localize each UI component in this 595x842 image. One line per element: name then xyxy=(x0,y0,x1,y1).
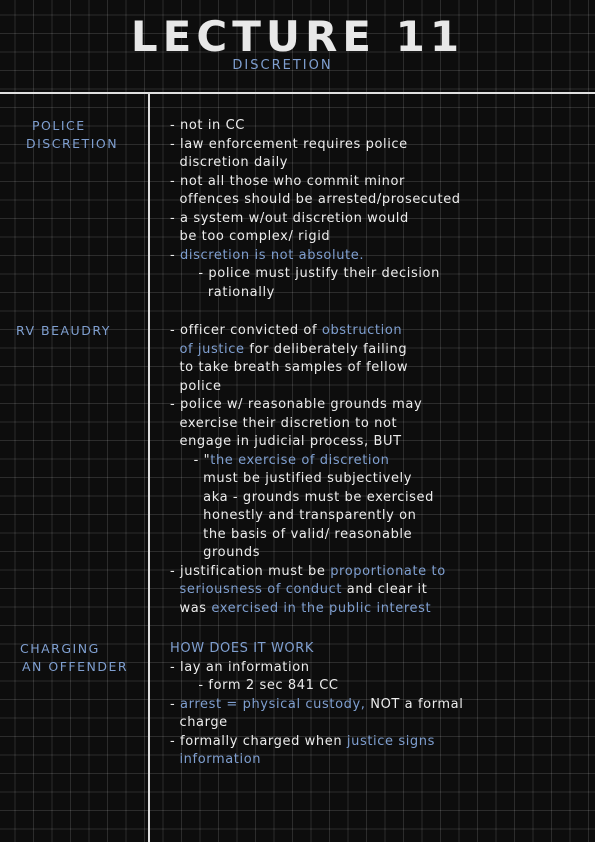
note-line xyxy=(170,154,595,173)
note-text: - xyxy=(170,247,181,263)
note-line xyxy=(170,341,595,360)
note-text: must be justified subjectively xyxy=(170,471,413,486)
notes-police-discretion xyxy=(170,117,595,302)
note-line xyxy=(170,751,595,770)
note-line xyxy=(170,284,595,303)
note-text: rationally xyxy=(170,284,275,300)
note-line xyxy=(170,563,595,582)
margin-divider xyxy=(148,92,150,842)
note-line xyxy=(170,544,595,563)
page-title: LECTURE 11 xyxy=(130,12,465,61)
note-line xyxy=(170,247,595,266)
section-heading-police-discretion xyxy=(26,117,118,153)
note-line xyxy=(170,696,595,715)
note-line xyxy=(170,378,595,397)
note-line xyxy=(170,640,595,659)
note-text: - police must justify their decision xyxy=(170,266,440,281)
note-text: to take breath samples of fellow xyxy=(170,360,409,375)
note-line xyxy=(170,733,595,752)
note-line xyxy=(170,173,595,192)
highlighted-text: the exercise of discretion xyxy=(210,452,390,468)
highlighted-text: obstruction xyxy=(321,323,403,338)
note-line xyxy=(170,677,595,696)
note-line xyxy=(170,322,595,341)
note-text: police xyxy=(170,378,222,394)
highlighted-text: justice signs xyxy=(346,733,435,749)
highlighted-text: seriousness of conduct xyxy=(179,582,343,597)
note-line xyxy=(170,581,595,600)
note-text: - not all those who commit minor xyxy=(170,173,406,189)
notes-rv-beaudry xyxy=(170,322,595,618)
page-subtitle: DISCRETION xyxy=(232,58,333,73)
highlighted-text: exercised in the public interest xyxy=(211,600,432,616)
header-divider xyxy=(0,92,595,94)
note-text: - xyxy=(170,696,181,712)
note-line xyxy=(170,714,595,733)
note-text: and clear it xyxy=(342,582,428,597)
note-text: engage in judicial process, BUT xyxy=(170,434,402,449)
section-heading-charging-an-offender xyxy=(20,640,128,676)
note-text: - not in CC xyxy=(170,118,245,133)
note-text: was xyxy=(170,600,212,616)
highlighted-text: of justice xyxy=(179,341,245,357)
note-line xyxy=(170,228,595,247)
note-text: the basis of valid/ reasonable xyxy=(170,526,413,542)
note-line xyxy=(170,526,595,545)
highlighted-text: HOW DOES IT WORK xyxy=(170,641,314,656)
note-line xyxy=(170,117,595,136)
note-line xyxy=(170,210,595,229)
note-line xyxy=(170,452,595,471)
note-line xyxy=(170,359,595,378)
heading-line: RV BEAUDRY xyxy=(16,323,111,338)
highlighted-text: information xyxy=(179,752,262,767)
note-line xyxy=(170,265,595,284)
note-text: - a system w/out discretion would xyxy=(170,210,409,226)
note-text: - formally charged when xyxy=(170,733,347,749)
notes-charging-an-offender xyxy=(170,640,595,770)
note-text: - lay an information xyxy=(170,659,310,675)
note-text: discretion daily xyxy=(170,155,289,170)
note-text: grounds xyxy=(170,545,261,560)
note-text: NOT a formal xyxy=(365,696,464,712)
note-text: charge xyxy=(170,715,228,730)
note-line xyxy=(170,433,595,452)
heading-line: POLICE xyxy=(32,118,86,133)
note-line xyxy=(170,470,595,489)
note-line xyxy=(170,415,595,434)
note-text: be too complex/ rigid xyxy=(170,229,331,244)
note-text: aka - grounds must be exercised xyxy=(170,489,435,505)
heading-line: DISCRETION xyxy=(26,136,119,151)
note-text: honestly and transparently on xyxy=(170,508,417,523)
note-line xyxy=(170,489,595,508)
note-text: - " xyxy=(170,452,211,468)
note-text: - law enforcement requires police xyxy=(170,136,408,152)
note-text: - officer convicted of xyxy=(170,323,322,338)
note-line xyxy=(170,191,595,210)
note-line xyxy=(170,136,595,155)
note-text: - form 2 sec 841 CC xyxy=(170,678,339,693)
section-heading-rv-beaudry xyxy=(16,322,111,340)
note-text: - police w/ reasonable grounds may xyxy=(170,397,423,412)
note-line xyxy=(170,600,595,619)
note-text: for deliberately failing xyxy=(244,341,408,357)
note-text: offences should be arrested/prosecuted xyxy=(170,192,461,207)
heading-line: CHARGING xyxy=(20,641,100,656)
note-text: exercise their discretion to not xyxy=(170,415,398,431)
highlighted-text: proportionate to xyxy=(330,563,446,579)
heading-line: AN OFFENDER xyxy=(22,659,129,674)
note-line xyxy=(170,396,595,415)
highlighted-text: discretion is not absolute. xyxy=(180,247,365,263)
note-text: - justification must be xyxy=(170,563,331,579)
note-line xyxy=(170,507,595,526)
note-line xyxy=(170,659,595,678)
highlighted-text: arrest = physical custody, xyxy=(180,696,366,712)
